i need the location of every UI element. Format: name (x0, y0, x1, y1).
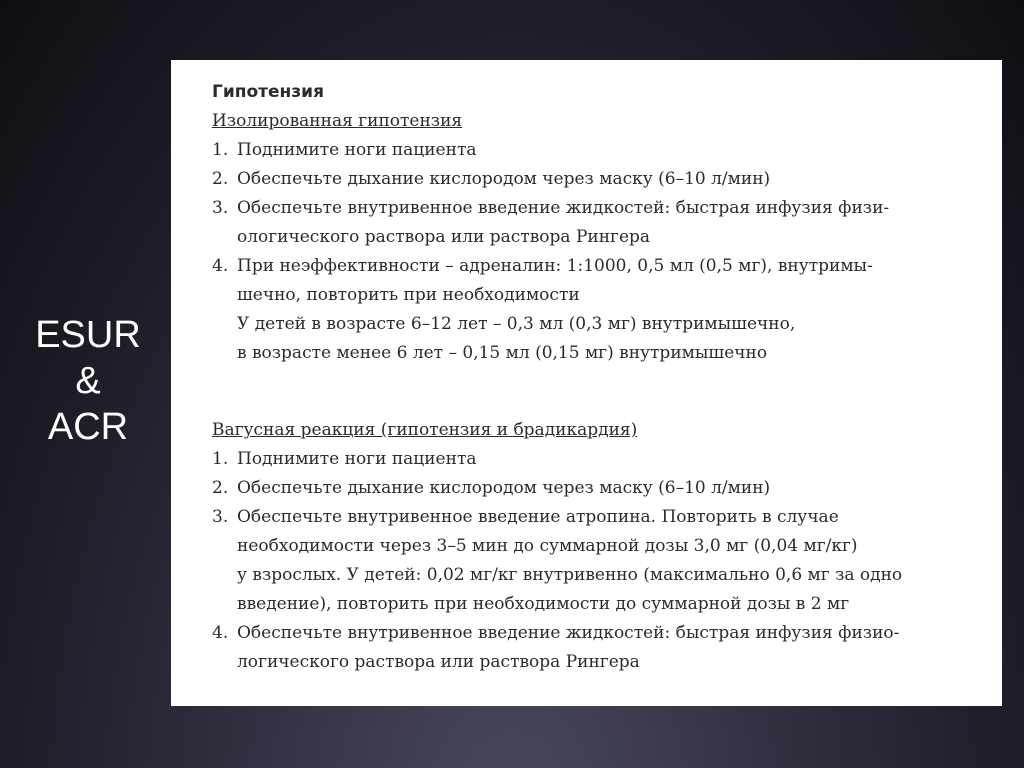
step-number: 3. (212, 507, 229, 527)
list-item (212, 503, 978, 619)
list-item (212, 445, 978, 474)
step-number: 1. (212, 140, 229, 160)
step-text (237, 194, 978, 252)
slide-side-label (18, 312, 158, 450)
step-text (237, 165, 978, 194)
step-line: шечно, повторить при необходимости (237, 285, 580, 305)
side-label-line-1: ESUR (35, 314, 141, 356)
step-text (237, 252, 978, 368)
step-line: Поднимите ноги пациента (237, 140, 477, 160)
step-line: У детей в возрасте 6–12 лет – 0,3 мл (0,3 мг) внутримышечно, (237, 314, 796, 334)
side-label-line-3: ACR (47, 406, 129, 448)
step-line: необходимости через 3–5 мин до суммарной дозы 3,0 мг (0,04 мг/кг) (237, 536, 858, 556)
step-line: При неэффективности – адреналин: 1:1000, 0,5 мл (0,5 мг), внутримы- (237, 256, 873, 276)
list-item (212, 619, 978, 677)
section-isolated-hypotension (212, 107, 978, 368)
section-vagal-reaction (212, 416, 978, 677)
list-item (212, 136, 978, 165)
section-heading: Изолированная гипотензия (212, 111, 463, 131)
step-line: логического раствора или раствора Рингера (237, 652, 640, 672)
step-line: Обеспечьте внутривенное введение жидкостей: быстрая инфузия физио- (237, 623, 900, 643)
side-label-line-2: & (75, 360, 101, 402)
section-heading: Вагусная реакция (гипотензия и брадикардия) (212, 420, 638, 440)
document-image (171, 60, 1002, 706)
list-item (212, 252, 978, 368)
list-item (212, 194, 978, 252)
list-item (212, 474, 978, 503)
section-spacer (212, 368, 978, 416)
steps-list (212, 445, 978, 677)
list-item (212, 165, 978, 194)
step-line: Обеспечьте внутривенное введение жидкостей: быстрая инфузия физи- (237, 198, 890, 218)
step-line: введение), повторить при необходимости до суммарной дозы в 2 мг (237, 594, 850, 614)
step-text (237, 474, 978, 503)
step-text (237, 136, 978, 165)
step-text (237, 619, 978, 677)
step-number: 2. (212, 478, 229, 498)
step-number: 1. (212, 449, 229, 469)
step-text (237, 445, 978, 474)
document-title: Гипотензия (212, 82, 325, 102)
step-line: у взрослых. У детей: 0,02 мг/кг внутривенно (максимально 0,6 мг за одно (237, 565, 903, 585)
step-line: Поднимите ноги пациента (237, 449, 477, 469)
step-line: Обеспечьте внутривенное введение атропина. Повторить в случае (237, 507, 839, 527)
step-number: 2. (212, 169, 229, 189)
step-text (237, 503, 978, 619)
step-line: Обеспечьте дыхание кислородом через маску (6–10 л/мин) (237, 169, 771, 189)
step-number: 4. (212, 256, 229, 276)
step-line: Обеспечьте дыхание кислородом через маску (6–10 л/мин) (237, 478, 771, 498)
step-line: ологического раствора или раствора Рингера (237, 227, 651, 247)
step-number: 3. (212, 198, 229, 218)
step-line: в возрасте менее 6 лет – 0,15 мл (0,15 мг) внутримышечно (237, 343, 768, 363)
step-number: 4. (212, 623, 229, 643)
steps-list (212, 136, 978, 368)
